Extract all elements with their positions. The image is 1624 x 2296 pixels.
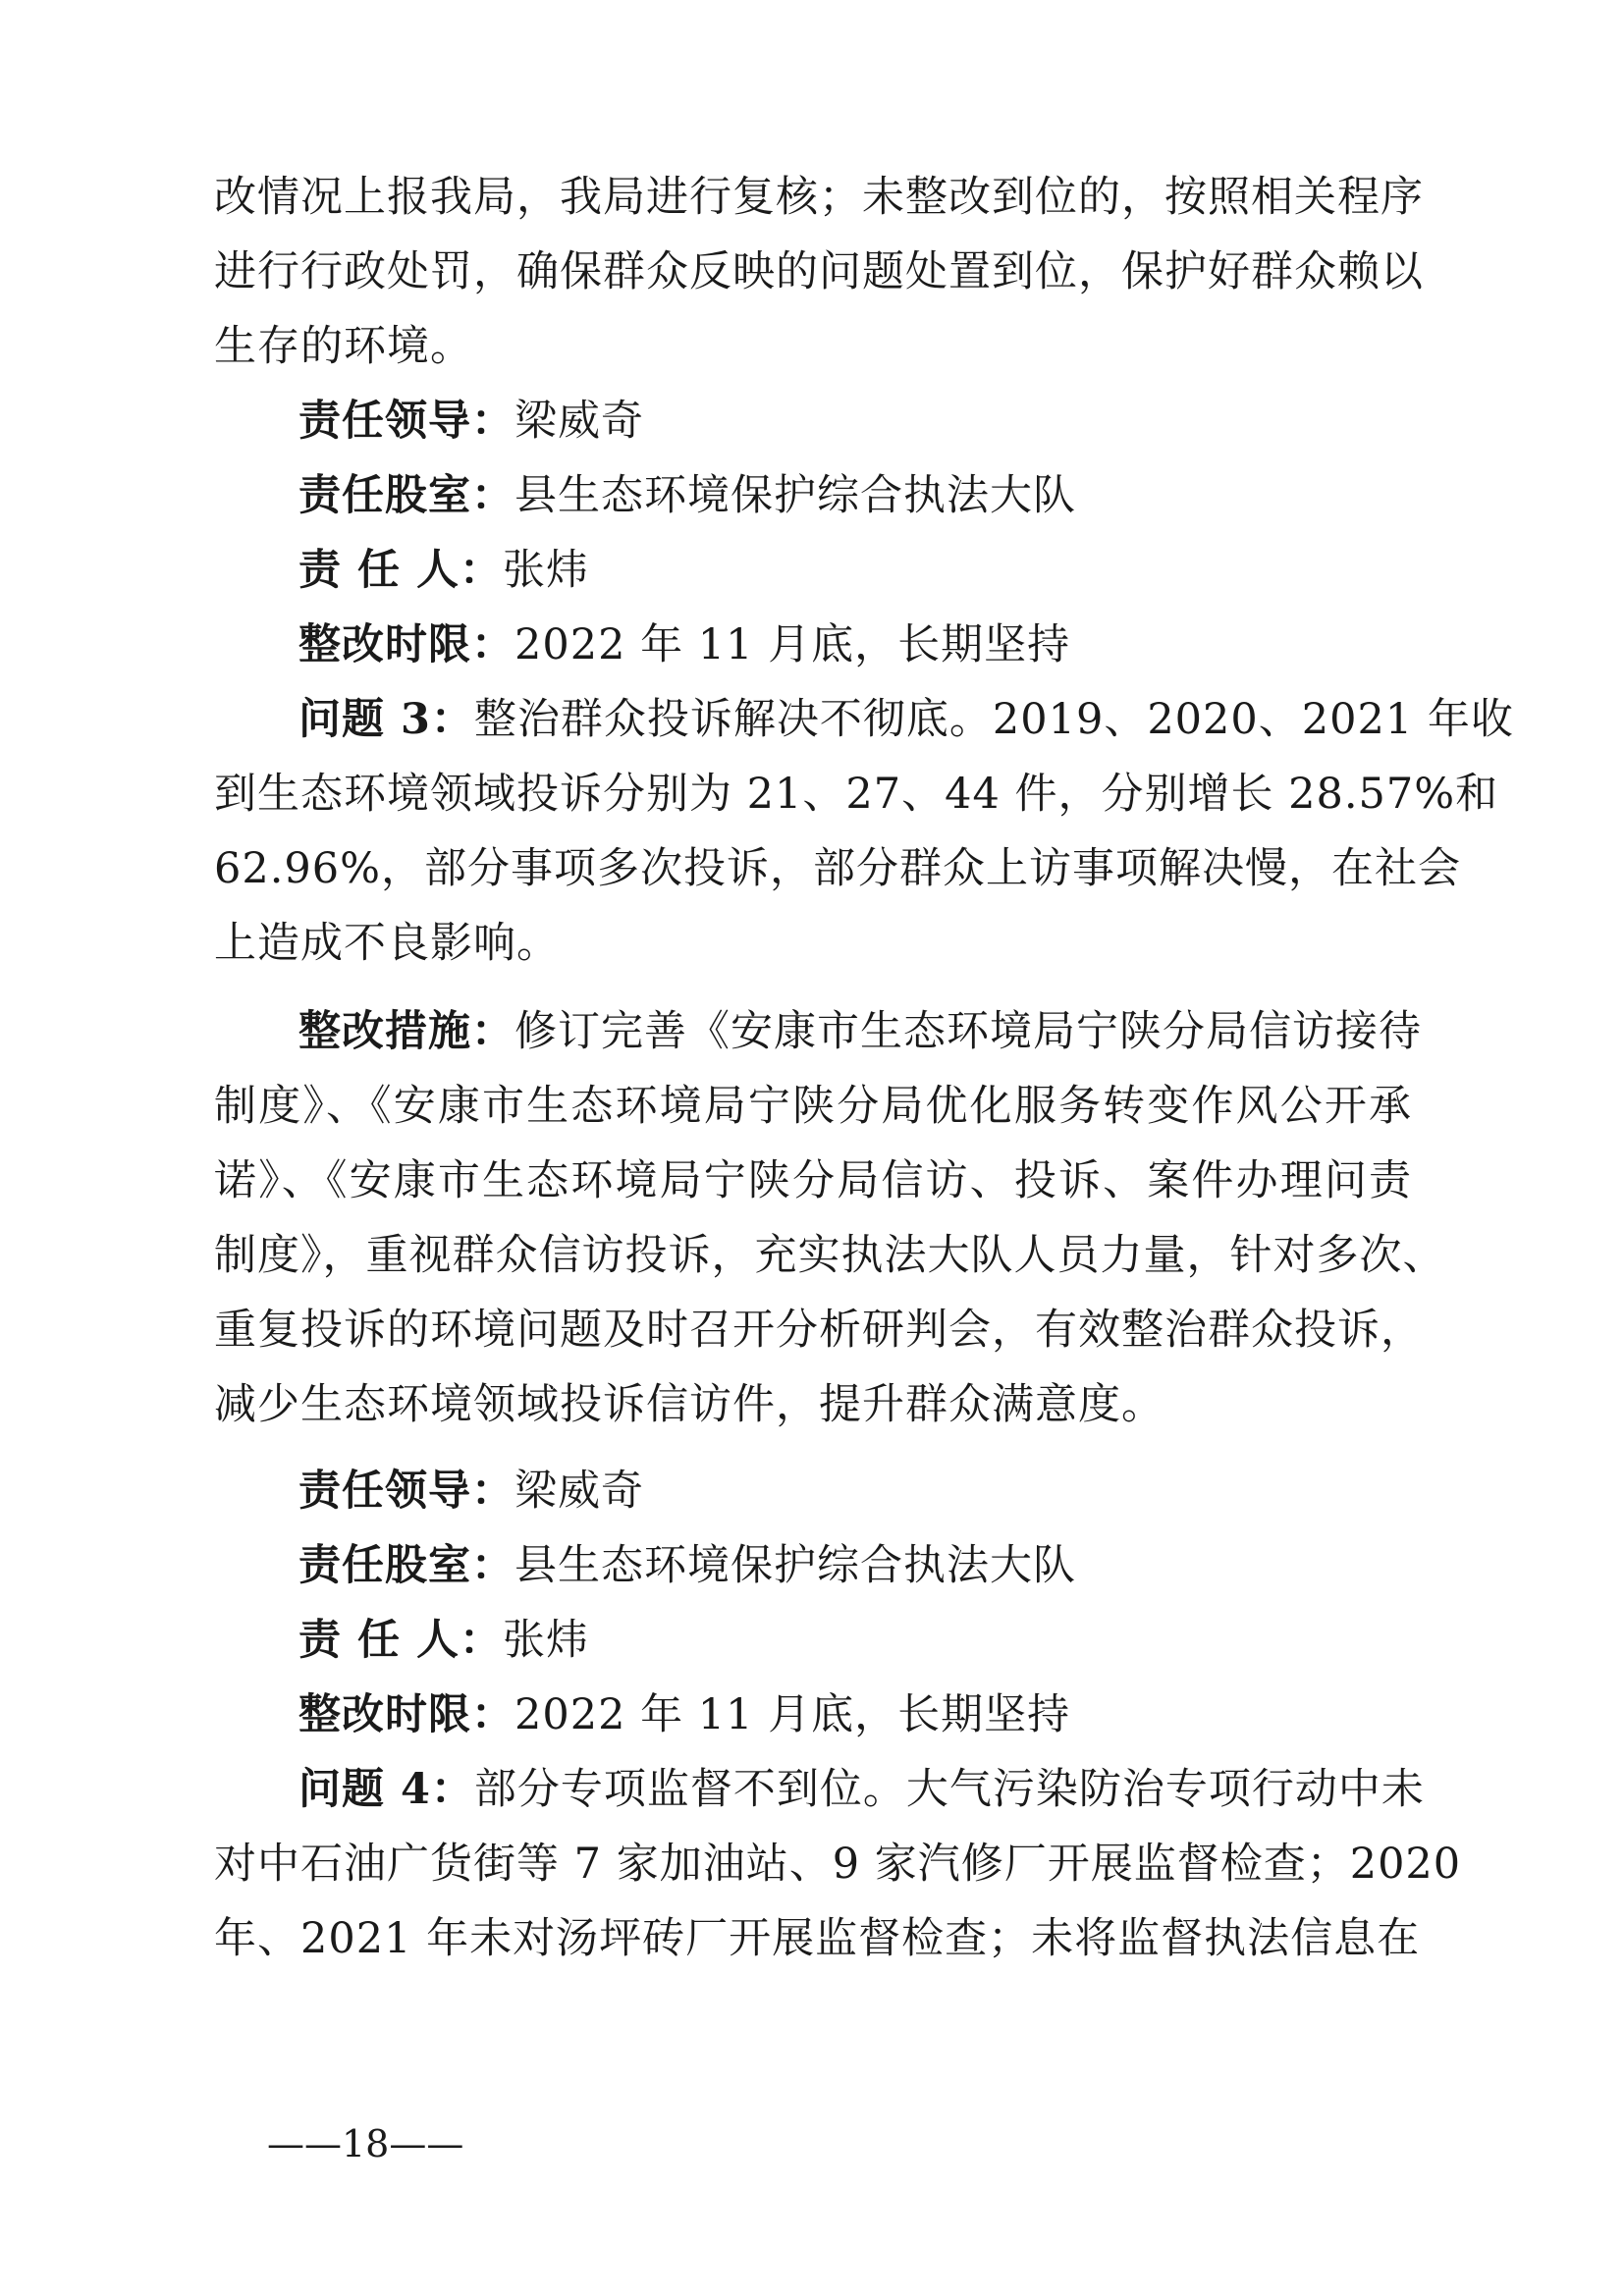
measures-3-first-line [298,1003,1422,1060]
responsible-leader-value: 梁威奇 [514,397,644,446]
paragraph-line: 上造成不良影响。 [214,919,560,968]
responsible-leader-label: 责任领导： [298,397,514,446]
deadline-label: 整改时限： [298,620,514,669]
responsible-person-row [298,542,589,599]
paragraph-line: 制度》，重视群众信访投诉，充实执法大队人员力量，针对多次、 [214,1231,1446,1280]
paragraph-line: 诺》、《安康市生态环境局宁陕分局信访、投诉、案件办理问责 [214,1156,1412,1205]
problem-3-first-line [298,691,1514,748]
responsible-person-label: 责 任 人： [298,1616,503,1665]
responsible-leader-label: 责任领导： [298,1467,514,1516]
responsible-office-label: 责任股室： [298,1541,514,1590]
paragraph-line: 生存的环境。 [214,322,473,371]
page-number: ——18—— [267,2122,464,2165]
paragraph-line: 62.96%，部分事项多次投诉，部分群众上访事项解决慢，在社会 [214,844,1461,893]
problem-4-first-line [298,1761,1425,1818]
responsible-leader-row [298,1463,644,1520]
responsible-leader-row [298,393,644,450]
responsible-person-value: 张炜 [502,1616,589,1665]
responsible-office-value: 县生态环境保护综合执法大队 [514,471,1076,520]
responsible-office-value: 县生态环境保护综合执法大队 [514,1541,1076,1590]
responsible-person-row [298,1612,589,1669]
paragraph-line: 对中石油广货街等 7 家加油站、9 家汽修厂开展监督检查；2020 [214,1840,1462,1889]
paragraph-line: 进行行政处罚，确保群众反映的问题处置到位，保护好群众赖以 [214,247,1424,296]
measures-3-text: 修订完善《安康市生态环境局宁陕分局信访接待 [514,1007,1422,1056]
deadline-row [298,616,1070,673]
measures-3-label: 整改措施： [298,1007,514,1056]
paragraph-line: 重复投诉的环境问题及时召开分析研判会，有效整治群众投诉， [214,1306,1424,1355]
paragraph-line: 制度》、《安康市生态环境局宁陕分局优化服务转变作风公开承 [214,1082,1412,1131]
paragraph-line: 改情况上报我局，我局进行复核；未整改到位的，按照相关程序 [214,173,1424,222]
responsible-office-row [298,467,1076,524]
deadline-label: 整改时限： [298,1690,514,1739]
paragraph-line: 减少生态环境领域投诉信访件，提升群众满意度。 [214,1380,1164,1429]
problem-4-text: 部分专项监督不到位。大气污染防治专项行动中未 [473,1765,1425,1814]
deadline-row [298,1686,1070,1743]
responsible-leader-value: 梁威奇 [514,1467,644,1516]
deadline-value: 2022 年 11 月底，长期坚持 [514,1690,1071,1739]
problem-3-label: 问题 3： [298,695,474,744]
problem-3-text: 整治群众投诉解决不彻底。2019、2020、2021 年收 [473,695,1514,744]
responsible-office-label: 责任股室： [298,471,514,520]
paragraph-line: 到生态环境领域投诉分别为 21、27、44 件，分别增长 28.57%和 [214,770,1499,819]
responsible-person-label: 责 任 人： [298,546,503,595]
responsible-office-row [298,1537,1076,1594]
responsible-person-value: 张炜 [502,546,589,595]
problem-4-label: 问题 4： [298,1765,474,1814]
deadline-value: 2022 年 11 月底，长期坚持 [514,620,1071,669]
paragraph-line: 年、2021 年未对汤坪砖厂开展监督检查；未将监督执法信息在 [214,1914,1421,1963]
